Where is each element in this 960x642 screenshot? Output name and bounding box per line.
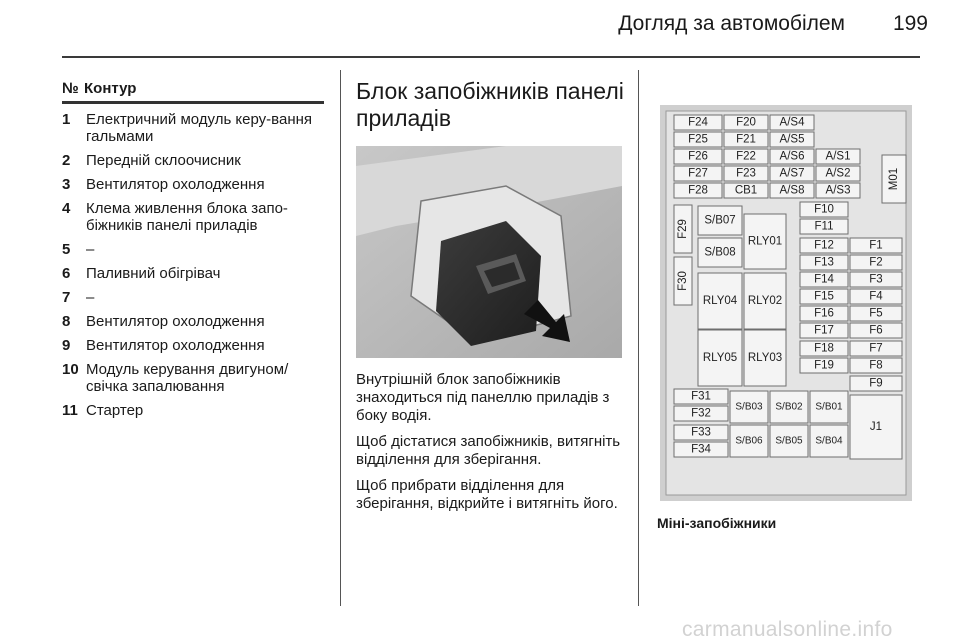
svg-text:S/B01: S/B01 — [815, 401, 843, 413]
fuse-slot — [674, 205, 692, 253]
table-row — [62, 289, 324, 306]
svg-text:F13: F13 — [814, 256, 834, 269]
svg-text:A/S7: A/S7 — [779, 167, 805, 180]
fuse-slot — [850, 376, 902, 391]
row-circuit: Модуль керування двигуном/свічка запалювання — [86, 361, 289, 395]
fuse-slot — [674, 132, 722, 147]
svg-text:F26: F26 — [688, 150, 708, 163]
svg-text:S/B04: S/B04 — [815, 435, 843, 447]
fuse-slot — [800, 289, 848, 304]
svg-text:RLY05: RLY05 — [702, 352, 738, 364]
table-row — [62, 337, 324, 354]
svg-text:M01: M01 — [888, 167, 900, 191]
column-divider — [638, 70, 639, 606]
running-header-title: Догляд за автомобілем — [618, 12, 845, 35]
fuse-slot — [698, 273, 742, 329]
table-row — [62, 176, 324, 193]
watermark: carmanualsonline.info — [682, 618, 893, 641]
fuse-slot — [724, 183, 768, 198]
fuse-slot — [850, 306, 902, 321]
fuse-slot — [850, 358, 902, 373]
row-number: 11 — [62, 402, 78, 419]
fuse-slot — [850, 272, 902, 287]
svg-text:F27: F27 — [688, 167, 708, 180]
paragraph: Щоб дістатися запобіжників, витягніть відділення для зберігання. — [356, 433, 621, 468]
fuse-slot — [882, 155, 906, 203]
row-circuit: – — [86, 289, 95, 306]
svg-text:F10: F10 — [814, 203, 834, 216]
fuse-slot — [674, 425, 728, 440]
row-number: 1 — [62, 111, 71, 128]
svg-text:CB1: CB1 — [734, 184, 758, 197]
svg-text:F18: F18 — [814, 342, 834, 355]
svg-text:F17: F17 — [814, 324, 834, 337]
table-row — [62, 402, 324, 419]
svg-text:F11: F11 — [814, 220, 834, 233]
svg-text:F34: F34 — [691, 443, 711, 456]
fuse-slot — [816, 183, 860, 198]
svg-text:S/B07: S/B07 — [704, 214, 736, 227]
fuse-slot — [816, 149, 860, 164]
fuse-slot — [770, 425, 808, 457]
svg-text:F8: F8 — [869, 359, 883, 372]
svg-text:F33: F33 — [691, 426, 711, 439]
svg-text:F23: F23 — [736, 167, 756, 180]
fuse-slot — [770, 183, 814, 198]
svg-text:F25: F25 — [688, 133, 708, 146]
fuse-slot — [674, 442, 728, 457]
row-circuit: Вентилятор охолодження — [86, 176, 265, 193]
svg-text:F16: F16 — [814, 307, 834, 320]
fuse-slot — [850, 323, 902, 338]
fuse-slot — [800, 341, 848, 356]
fuse-slot — [698, 206, 742, 235]
svg-text:F22: F22 — [736, 150, 756, 163]
fuse-slot — [724, 132, 768, 147]
svg-text:F12: F12 — [814, 239, 834, 252]
svg-text:F1: F1 — [869, 239, 883, 252]
svg-text:F9: F9 — [869, 377, 883, 390]
svg-text:F31: F31 — [691, 390, 711, 403]
svg-text:S/B03: S/B03 — [735, 401, 763, 413]
fuse-slot — [810, 391, 848, 423]
svg-text:F5: F5 — [869, 307, 883, 320]
fuse-slot — [810, 425, 848, 457]
row-number: 8 — [62, 313, 71, 330]
svg-text:F20: F20 — [736, 116, 756, 129]
fuse-slot — [800, 358, 848, 373]
fuse-slot — [674, 149, 722, 164]
svg-text:S/B05: S/B05 — [775, 435, 803, 447]
fuse-panel-section — [356, 78, 624, 513]
row-number: 5 — [62, 241, 71, 258]
fuse-slot — [674, 183, 722, 198]
paragraph: Щоб прибрати відділення для зберігання, відкрийте і витягніть його. — [356, 477, 618, 512]
fuse-slot — [800, 272, 848, 287]
row-circuit: Паливний обігрівач — [86, 265, 221, 282]
row-circuit: Передній склоочисник — [86, 152, 241, 169]
row-circuit: Вентилятор охолодження — [86, 337, 265, 354]
svg-text:F15: F15 — [814, 290, 834, 303]
svg-text:F29: F29 — [677, 219, 689, 239]
svg-text:A/S4: A/S4 — [779, 116, 805, 129]
paragraph: Внутрішній блок запобіжників знаходиться під панеллю приладів з боку водія. — [356, 371, 610, 424]
fuse-slot — [744, 273, 786, 329]
circuit-table — [62, 80, 324, 419]
svg-text:RLY01: RLY01 — [747, 235, 783, 248]
diagram-caption: Міні-запобіжники — [657, 515, 777, 531]
fuse-box-diagram — [660, 105, 912, 506]
svg-text:F7: F7 — [869, 342, 883, 355]
svg-text:A/S5: A/S5 — [779, 133, 805, 146]
page-number: 199 — [892, 12, 928, 35]
svg-text:A/S3: A/S3 — [825, 184, 851, 197]
table-header — [62, 80, 324, 104]
table-row — [62, 265, 324, 282]
svg-text:F21: F21 — [736, 133, 756, 146]
row-circuit: Електричний модуль керу-вання гальмами — [86, 111, 313, 145]
fuse-slot — [724, 115, 768, 130]
fuse-slot — [800, 219, 848, 234]
svg-text:A/S6: A/S6 — [779, 150, 805, 163]
fuse-slot — [770, 391, 808, 423]
svg-text:F19: F19 — [814, 359, 834, 372]
table-row — [62, 200, 324, 234]
svg-text:S/B08: S/B08 — [704, 246, 736, 259]
table-row — [62, 111, 324, 145]
fuse-slot — [730, 391, 768, 423]
table-header-number: № — [62, 80, 79, 97]
fuse-slot — [800, 255, 848, 270]
fuse-slot — [770, 149, 814, 164]
table-row — [62, 313, 324, 330]
fuse-slot — [730, 425, 768, 457]
row-number: 9 — [62, 337, 71, 354]
row-number: 2 — [62, 152, 71, 169]
fuse-slot — [698, 330, 742, 386]
svg-text:F28: F28 — [688, 184, 708, 197]
column-divider — [340, 70, 341, 606]
fuse-slot — [800, 306, 848, 321]
svg-text:F32: F32 — [691, 407, 711, 420]
svg-text:F6: F6 — [869, 324, 883, 337]
svg-text:F24: F24 — [688, 116, 708, 129]
svg-text:F2: F2 — [869, 256, 883, 269]
svg-text:RLY03: RLY03 — [747, 352, 783, 364]
fuse-slot — [800, 323, 848, 338]
svg-text:RLY04: RLY04 — [702, 295, 738, 307]
svg-text:F3: F3 — [869, 273, 883, 286]
fuse-slot — [724, 166, 768, 181]
fuse-slot — [850, 238, 902, 253]
svg-text:J1: J1 — [869, 421, 883, 433]
fuse-slot — [770, 132, 814, 147]
fuse-slot — [744, 214, 786, 269]
svg-text:F14: F14 — [814, 273, 834, 286]
svg-text:A/S1: A/S1 — [825, 150, 851, 163]
row-number: 6 — [62, 265, 71, 282]
fuse-slot — [850, 395, 902, 459]
table-row — [62, 152, 324, 169]
row-circuit: Клема живлення блока запо-біжників панелі приладів — [86, 200, 288, 234]
fuse-slot — [698, 238, 742, 267]
fuse-slot — [816, 166, 860, 181]
fuse-slot — [850, 341, 902, 356]
fuse-slot — [850, 289, 902, 304]
svg-text:A/S8: A/S8 — [779, 184, 805, 197]
fuse-slot — [770, 115, 814, 130]
fuse-slot — [674, 406, 728, 421]
fuse-slot — [674, 389, 728, 404]
header-rule — [62, 56, 920, 58]
fuse-slot — [800, 238, 848, 253]
row-number: 4 — [62, 200, 71, 217]
table-row — [62, 361, 324, 395]
fuse-slot — [744, 330, 786, 386]
row-circuit: – — [86, 241, 95, 258]
row-number: 7 — [62, 289, 71, 306]
section-heading: Блок запобіжників панелі приладів — [356, 78, 624, 131]
fuse-slot — [850, 255, 902, 270]
table-row — [62, 241, 324, 258]
row-number: 10 — [62, 361, 79, 378]
fuse-slot — [674, 115, 722, 130]
row-circuit: Стартер — [86, 402, 144, 419]
row-number: 3 — [62, 176, 71, 193]
fuse-slot — [800, 202, 848, 217]
svg-text:S/B02: S/B02 — [775, 401, 803, 413]
svg-text:F4: F4 — [869, 290, 883, 303]
fuse-slot — [770, 166, 814, 181]
svg-text:A/S2: A/S2 — [825, 167, 851, 180]
fuse-slot — [724, 149, 768, 164]
svg-text:S/B06: S/B06 — [735, 435, 763, 447]
svg-text:RLY02: RLY02 — [747, 295, 783, 307]
row-circuit: Вентилятор охолодження — [86, 313, 265, 330]
fuse-layout-svg — [660, 105, 912, 501]
fuse-slot — [674, 257, 692, 305]
svg-text:F30: F30 — [677, 271, 689, 291]
table-header-circuit: Контур — [84, 80, 137, 97]
fuse-box-location-photo — [356, 146, 622, 358]
fuse-slot — [674, 166, 722, 181]
